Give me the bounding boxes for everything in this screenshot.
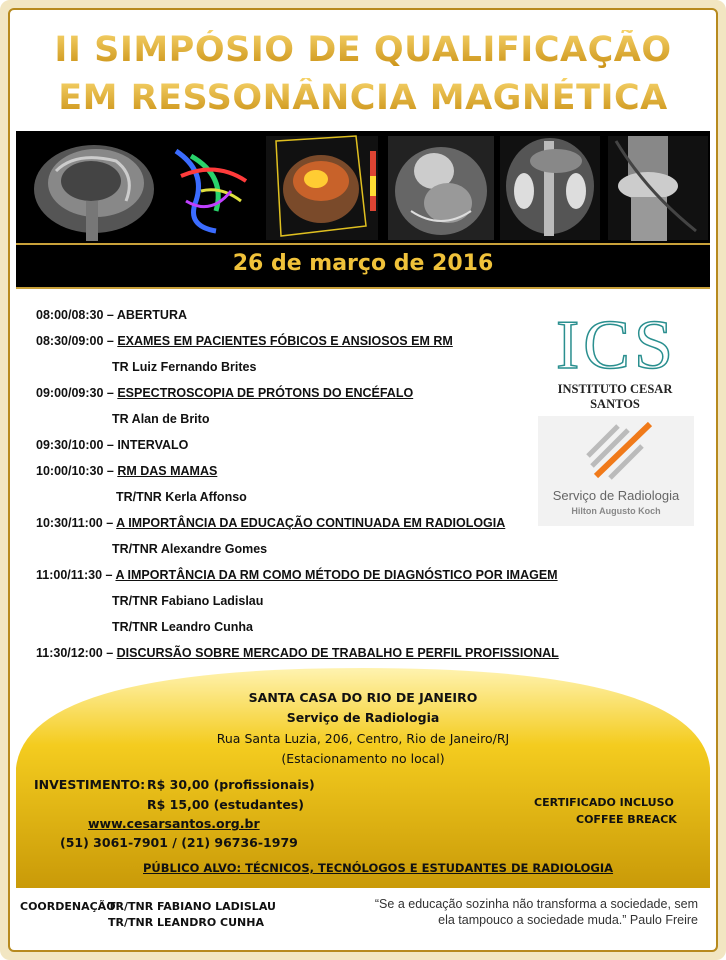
3d-head-render-image xyxy=(266,136,378,240)
schedule-title: ABERTURA xyxy=(116,308,187,322)
radiology-logo-name: Serviço de Radiologia xyxy=(552,488,680,503)
sagittal-brain-image xyxy=(34,145,154,241)
schedule-title: RM DAS MAMAS xyxy=(117,464,218,478)
radiology-logo-stripes-icon xyxy=(538,416,694,486)
schedule-speaker: TR/TNR Fabiano Ladislau xyxy=(112,594,264,608)
schedule-speaker: TR Luiz Fernando Brites xyxy=(112,360,257,374)
website-link[interactable]: www.cesarsantos.org.br xyxy=(88,816,260,831)
contact-phones: (51) 3061-7901 / (21) 96736-1979 xyxy=(60,835,298,850)
schedule-time: 11:30/12:00 – xyxy=(36,646,117,660)
mri-image-strip xyxy=(16,131,710,243)
tractography-image xyxy=(176,151,246,231)
coordinator-2: TR/TNR LEANDRO CUNHA xyxy=(108,916,264,929)
abdomen-coronal-image xyxy=(500,136,600,240)
schedule-title: EXAMES EM PACIENTES FÓBICOS E ANSIOSOS EM RM xyxy=(117,334,453,348)
investment-professionals: R$ 30,00 (profissionais) xyxy=(147,777,315,792)
schedule-title: INTERVALO xyxy=(117,438,189,452)
schedule-time: 11:00/11:30 – xyxy=(36,568,116,582)
coordinator-1: TR/TNR FABIANO LADISLAU xyxy=(108,900,276,913)
venue-address: Rua Santa Luzia, 206, Centro, Rio de Janeiro/RJ xyxy=(216,731,510,746)
venue-parking: (Estacionamento no local) xyxy=(281,751,445,766)
schedule-title: ESPECTROSCOPIA DE PRÓTONS DO ENCÉFALO xyxy=(117,386,414,400)
paulo-freire-quote xyxy=(330,896,698,928)
schedule-item xyxy=(36,308,187,322)
ics-logo-letters: ICS xyxy=(556,307,677,384)
schedule-item xyxy=(36,386,413,400)
schedule-time: 08:00/08:30 – xyxy=(36,308,117,322)
radiology-logo xyxy=(538,416,694,526)
coffee-break-note: COFFEE BREACK xyxy=(576,813,677,826)
schedule-item xyxy=(36,464,217,478)
target-audience: PÚBLICO ALVO: TÉCNICOS, TECNÓLOGOS E ESTUDANTES DE RADIOLOGIA xyxy=(143,861,614,875)
certificate-note: CERTIFICADO INCLUSO xyxy=(534,796,674,809)
schedule-speaker: TR Alan de Brito xyxy=(112,412,210,426)
quote-line-1: “Se a educação sozinha não transforma a sociedade, sem xyxy=(374,897,698,911)
ics-logo xyxy=(534,307,696,411)
schedule-item xyxy=(36,334,453,348)
quote-line-2: ela tampouco a sociedade muda.” Paulo Freire xyxy=(438,913,698,927)
knee-mri-image xyxy=(608,136,708,241)
schedule-time: 10:00/10:30 – xyxy=(36,464,118,478)
schedule-title: DISCURSÃO SOBRE MERCADO DE TRABALHO E PERFIL PROFISSIONAL xyxy=(116,646,559,660)
venue-service: Serviço de Radiologia xyxy=(286,710,440,725)
schedule-title: A IMPORTÂNCIA DA EDUCAÇÃO CONTINUADA EM RADIOLOGIA xyxy=(116,516,506,530)
title-line-1: II SIMPÓSIO DE QUALIFICAÇÃO xyxy=(0,30,726,70)
schedule-speaker: TR/TNR Alexandre Gomes xyxy=(112,542,268,556)
radiology-logo-sub: Hilton Augusto Koch xyxy=(571,506,661,516)
ics-logo-name: INSTITUTO CESAR SANTOS xyxy=(557,382,673,411)
schedule-title: A IMPORTÂNCIA DA RM COMO MÉTODO DE DIAGNÓSTICO POR IMAGEM xyxy=(115,568,558,582)
investment-label: INVESTIMENTO: xyxy=(34,777,146,792)
date-banner xyxy=(16,243,710,289)
schedule-item xyxy=(36,516,505,530)
schedule-time: 10:30/11:00 – xyxy=(36,516,117,530)
schedule-time: 09:30/10:00 – xyxy=(36,438,118,452)
schedule-time: 09:00/09:30 – xyxy=(36,386,118,400)
coordination-label: COORDENAÇÃO: xyxy=(20,900,120,913)
schedule-item xyxy=(36,568,558,582)
schedule-item xyxy=(36,646,559,660)
event-date: 26 de março de 2016 xyxy=(232,251,494,276)
fetal-mri-image xyxy=(388,136,494,240)
title-line-2: EM RESSONÂNCIA MAGNÉTICA xyxy=(0,78,726,118)
mri-images-illustration xyxy=(16,131,710,243)
schedule-time: 08:30/09:00 – xyxy=(36,334,118,348)
investment-students: R$ 15,00 (estudantes) xyxy=(147,797,304,812)
schedule-speaker: TR/TNR Leandro Cunha xyxy=(112,620,253,634)
venue-name: SANTA CASA DO RIO DE JANEIRO xyxy=(248,690,478,705)
schedule-speaker: TR/TNR Kerla Affonso xyxy=(116,490,247,504)
schedule-item xyxy=(36,438,188,452)
